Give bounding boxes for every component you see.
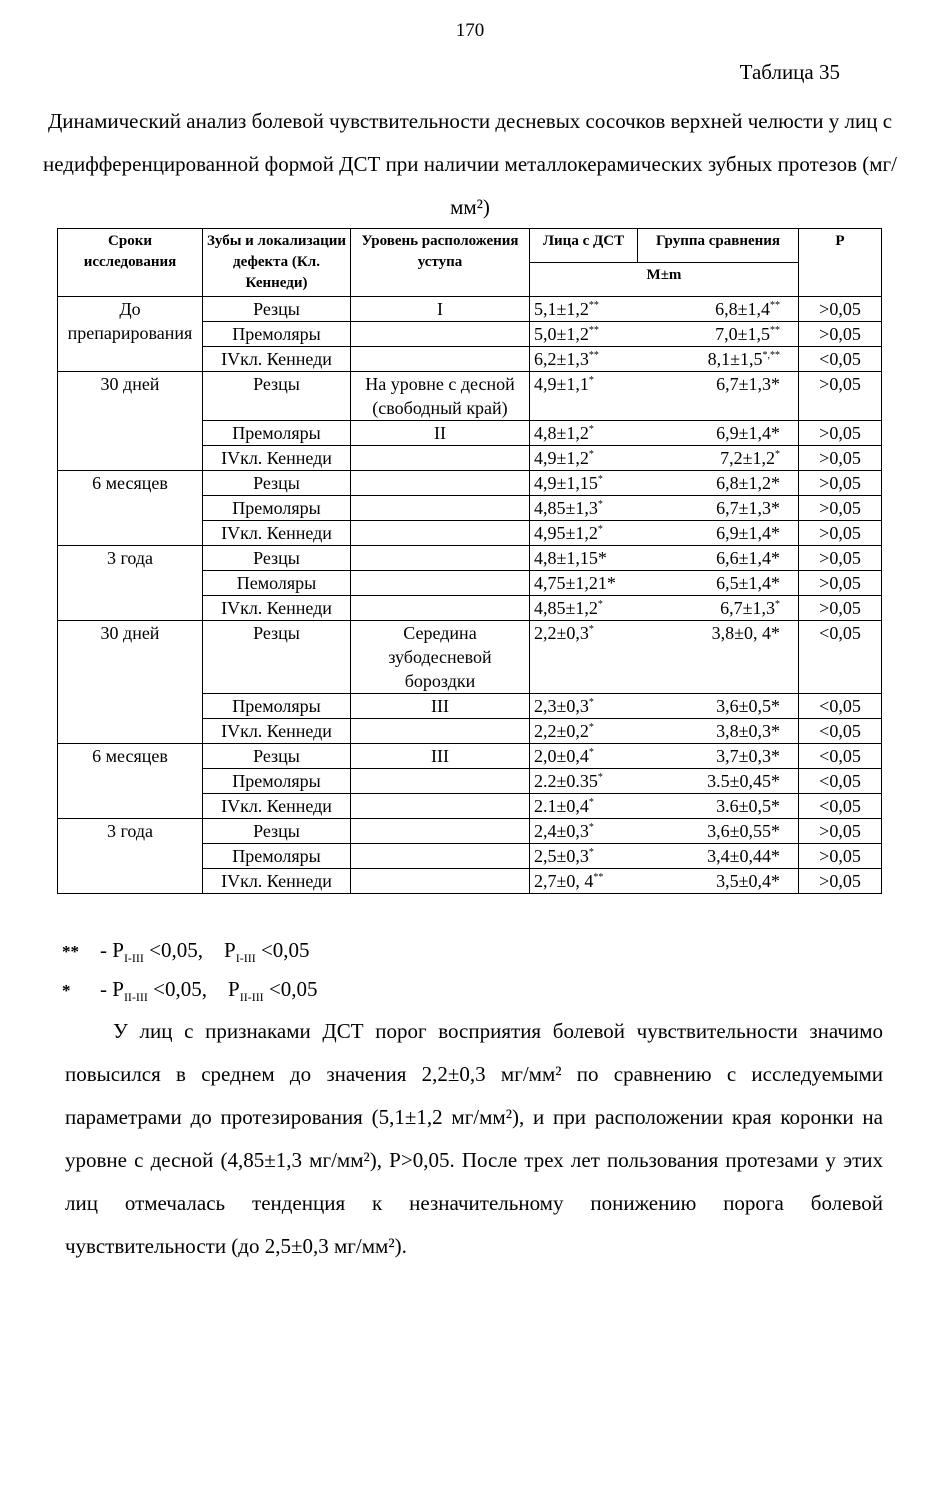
cell-p: <0,05 xyxy=(799,744,882,769)
cell-level xyxy=(351,769,530,794)
comparison-value: 6,5±1,4* xyxy=(716,573,780,593)
dst-mark: * xyxy=(588,424,594,435)
comparison-value: 3,6±0,55* xyxy=(707,821,780,841)
cell-level: На уровне с десной (свободный край) xyxy=(351,372,530,421)
cell-values xyxy=(530,869,799,894)
cell-p: <0,05 xyxy=(799,694,882,719)
cell-teeth: Премоляры xyxy=(203,322,351,347)
comparison-value: 3.6±0,5* xyxy=(716,796,780,816)
cell-level xyxy=(351,844,530,869)
note-text: <0,05, xyxy=(143,938,225,962)
cell-teeth: Резцы xyxy=(203,546,351,571)
dst-value: 4,85±1,3 xyxy=(534,498,598,518)
dst-mark: * xyxy=(597,599,603,610)
dst-mark: * xyxy=(588,449,594,460)
cell-level xyxy=(351,546,530,571)
cell-dst xyxy=(534,546,607,570)
cell-dst xyxy=(534,621,594,645)
cell-dst xyxy=(534,769,603,793)
comparison-value: 3,5±0,4* xyxy=(716,871,780,891)
cell-teeth: Премоляры xyxy=(203,844,351,869)
note-row: * - $P_{II-III} <0,05$, $P_{II-III} <0,05$ xyxy=(62,977,318,1005)
cell-teeth: IVкл. Кеннеди xyxy=(203,521,351,546)
dst-value: 2,2±0,3 xyxy=(534,623,589,643)
cell-level xyxy=(351,571,530,596)
cell-comparison xyxy=(716,421,794,445)
header-mm: M±m xyxy=(530,263,799,297)
comparison-mark: * xyxy=(775,599,780,610)
cell-values xyxy=(530,322,799,347)
dst-value: 5,1±1,2 xyxy=(534,299,589,319)
cell-teeth: Премоляры xyxy=(203,421,351,446)
cell-teeth: Резцы xyxy=(203,471,351,496)
cell-p: >0,05 xyxy=(799,471,882,496)
cell-level xyxy=(351,521,530,546)
dst-value: 4,9±1,1 xyxy=(534,374,589,394)
cell-level xyxy=(351,322,530,347)
dst-value: 2,4±0,3 xyxy=(534,821,589,841)
body-paragraph: У лиц с признаками ДСТ порог восприятия болевой чувствительности значимо повысился в среднем до значения 2,2±0,3 мг/мм² по сравнению с исследуемыми параметрами до протезирования (5,1±1,2 мг/мм²), и при расположении края коронки на уровне с десной (4,85±1,3 мг/мм²), Р>0,05. После трех лет пользования протезами у этих лиц отмечалась тенденция к незначительному понижению порога болевой чувствительности (до 2,5±0,3 мг/мм²). xyxy=(65,1019,883,1258)
cell-level xyxy=(351,869,530,894)
cell-teeth: IVкл. Кеннеди xyxy=(203,869,351,894)
cell-level xyxy=(351,496,530,521)
dst-mark: ** xyxy=(588,325,599,336)
cell-p: >0,05 xyxy=(799,596,882,621)
dst-mark: * xyxy=(588,847,594,858)
table-row xyxy=(58,297,882,322)
cell-p: <0,05 xyxy=(799,621,882,694)
cell-p: <0,05 xyxy=(799,769,882,794)
dst-value: 4,85±1,2 xyxy=(534,598,598,618)
cell-dst xyxy=(534,844,594,868)
cell-comparison xyxy=(716,719,794,743)
cell-period: 6 месяцев xyxy=(58,744,203,819)
cell-level: III xyxy=(351,744,530,769)
dst-value: 2.2±0.35 xyxy=(534,771,598,791)
cell-values xyxy=(530,694,799,719)
cell-comparison xyxy=(716,372,794,396)
cell-comparison xyxy=(716,744,794,768)
cell-teeth: Резцы xyxy=(203,372,351,421)
cell-level xyxy=(351,446,530,471)
cell-values xyxy=(530,819,799,844)
cell-dst xyxy=(534,596,603,620)
data-table xyxy=(57,228,882,894)
cell-dst xyxy=(534,347,599,371)
dst-mark: * xyxy=(588,624,594,635)
cell-level xyxy=(351,596,530,621)
comparison-value: 7,2±1,2 xyxy=(720,448,775,468)
cell-values xyxy=(530,546,799,571)
cell-teeth: IVкл. Кеннеди xyxy=(203,446,351,471)
cell-dst xyxy=(534,496,603,520)
note-p: P xyxy=(224,938,236,962)
cell-values xyxy=(530,496,799,521)
cell-dst xyxy=(534,819,594,843)
cell-level: I xyxy=(351,297,530,322)
comparison-value: 7,0±1,5 xyxy=(715,324,770,344)
cell-p: <0,05 xyxy=(799,347,882,372)
comparison-value: 3,7±0,3* xyxy=(716,746,780,766)
table-body xyxy=(58,297,882,894)
header-comparison: Группа сравнения xyxy=(638,229,799,263)
dst-value: 4,95±1,2 xyxy=(534,523,598,543)
header-period: Сроки исследования xyxy=(58,229,203,297)
cell-comparison xyxy=(715,322,794,346)
dst-mark: * xyxy=(597,499,603,510)
cell-period: 6 месяцев xyxy=(58,471,203,546)
dst-mark: * xyxy=(588,797,594,808)
cell-teeth: Премоляры xyxy=(203,769,351,794)
cell-p: >0,05 xyxy=(799,819,882,844)
dst-value: 2,0±0,4 xyxy=(534,746,589,766)
note-p: P xyxy=(112,977,124,1002)
cell-p: >0,05 xyxy=(799,421,882,446)
comparison-value: 3,8±0, 4* xyxy=(711,623,780,643)
cell-dst xyxy=(534,744,594,768)
cell-comparison xyxy=(716,571,794,595)
cell-dst xyxy=(534,421,594,445)
cell-dst xyxy=(534,869,603,893)
cell-level: III xyxy=(351,694,530,719)
note-sub: II-III xyxy=(123,990,148,1005)
cell-comparison xyxy=(720,596,794,620)
dst-value: 4,9±1,15 xyxy=(534,473,598,493)
table-row xyxy=(58,819,882,844)
cell-comparison xyxy=(716,794,794,818)
cell-dst xyxy=(534,297,599,321)
dst-mark: ** xyxy=(588,300,599,311)
cell-comparison xyxy=(720,446,794,470)
cell-period: 30 дней xyxy=(58,621,203,744)
cell-p: <0,05 xyxy=(799,794,882,819)
cell-level xyxy=(351,347,530,372)
comparison-value: 6,7±1,3 xyxy=(720,598,775,618)
note-text: <0,05 xyxy=(255,938,310,962)
cell-values xyxy=(530,521,799,546)
cell-dst xyxy=(534,571,616,595)
comparison-value: 6,8±1,4 xyxy=(715,299,770,319)
cell-period: До препарирования xyxy=(58,297,203,372)
cell-level xyxy=(351,794,530,819)
table-row xyxy=(58,744,882,769)
cell-values xyxy=(530,421,799,446)
note-text: <0,05, xyxy=(147,977,229,1002)
cell-values xyxy=(530,844,799,869)
dst-mark: * xyxy=(597,772,603,783)
cell-values xyxy=(530,744,799,769)
cell-comparison xyxy=(716,546,794,570)
cell-dst xyxy=(534,372,594,396)
cell-p: >0,05 xyxy=(799,844,882,869)
note-p: P xyxy=(228,977,240,1002)
header-teeth: Зубы и локализации дефекта (Кл. Кеннеди) xyxy=(203,229,351,297)
cell-period: 3 года xyxy=(58,819,203,894)
comparison-mark: * xyxy=(775,449,780,460)
comparison-mark: ** xyxy=(770,325,780,336)
cell-teeth: IVкл. Кеннеди xyxy=(203,719,351,744)
cell-level: II xyxy=(351,421,530,446)
note-sub: I-III xyxy=(235,951,256,966)
dst-value: 2.1±0,4 xyxy=(534,796,589,816)
cell-p: <0,05 xyxy=(799,719,882,744)
cell-dst xyxy=(534,322,599,346)
page-number: 170 xyxy=(455,20,485,41)
table-label: Таблица 35 xyxy=(739,60,840,84)
cell-comparison xyxy=(707,844,794,868)
cell-level xyxy=(351,719,530,744)
note-mark: ** xyxy=(62,942,79,961)
note-sub: II-III xyxy=(239,990,264,1005)
note-row: ** - $P_{I-III} <0,05$, $P_{I-III} <0,05$ xyxy=(62,938,310,966)
cell-values xyxy=(530,372,799,421)
dst-value: 4,8±1,15* xyxy=(534,548,607,568)
comparison-value: 6,9±1,4* xyxy=(716,523,780,543)
dst-value: 5,0±1,2 xyxy=(534,324,589,344)
dst-value: 4,9±1,2 xyxy=(534,448,589,468)
cell-dst xyxy=(534,446,594,470)
table-row xyxy=(58,621,882,694)
cell-comparison xyxy=(716,869,794,893)
cell-values xyxy=(530,621,799,694)
comparison-value: 8,1±1,5 xyxy=(707,349,763,369)
dst-mark: * xyxy=(588,697,594,708)
dst-value: 2,3±0,3 xyxy=(534,696,589,716)
cell-values xyxy=(530,794,799,819)
dst-mark: * xyxy=(588,747,594,758)
comparison-value: 6,7±1,3* xyxy=(716,374,780,394)
cell-comparison xyxy=(715,297,794,321)
comparison-value: 6,7±1,3* xyxy=(716,498,780,518)
dst-mark: * xyxy=(588,822,594,833)
cell-dst xyxy=(534,694,594,718)
cell-teeth: IVкл. Кеннеди xyxy=(203,794,351,819)
dst-value: 4,8±1,2 xyxy=(534,423,589,443)
cell-p: >0,05 xyxy=(799,869,882,894)
comparison-mark: *,** xyxy=(762,350,780,361)
cell-teeth: IVкл. Кеннеди xyxy=(203,596,351,621)
cell-teeth: Премоляры xyxy=(203,694,351,719)
cell-period: 3 года xyxy=(58,546,203,621)
dst-mark: * xyxy=(597,474,603,485)
cell-period: 30 дней xyxy=(58,372,203,471)
cell-values xyxy=(530,471,799,496)
cell-dst xyxy=(534,521,603,545)
note-p: P xyxy=(112,938,124,962)
dst-mark: * xyxy=(588,722,594,733)
cell-teeth: Резцы xyxy=(203,819,351,844)
comparison-value: 3,6±0,5* xyxy=(716,696,780,716)
cell-p: >0,05 xyxy=(799,446,882,471)
cell-p: >0,05 xyxy=(799,571,882,596)
comparison-value: 3,8±0,3* xyxy=(716,721,780,741)
cell-values xyxy=(530,769,799,794)
cell-teeth: IVкл. Кеннеди xyxy=(203,347,351,372)
cell-values xyxy=(530,297,799,322)
cell-teeth: Премоляры xyxy=(203,496,351,521)
cell-comparison xyxy=(708,347,794,371)
cell-p: >0,05 xyxy=(799,546,882,571)
cell-dst xyxy=(534,794,594,818)
dst-value: 2,5±0,3 xyxy=(534,846,589,866)
cell-teeth: Резцы xyxy=(203,744,351,769)
note-sub: I-III xyxy=(123,951,144,966)
cell-teeth: Пемоляры xyxy=(203,571,351,596)
cell-level: Середина зубодесневой бороздки xyxy=(351,621,530,694)
cell-p: >0,05 xyxy=(799,297,882,322)
comparison-value: 6,6±1,4* xyxy=(716,548,780,568)
cell-comparison xyxy=(712,621,794,645)
cell-values xyxy=(530,571,799,596)
cell-teeth: Резцы xyxy=(203,621,351,694)
dst-value: 2,2±0,2 xyxy=(534,721,589,741)
cell-level xyxy=(351,471,530,496)
comparison-value: 6,9±1,4* xyxy=(716,423,780,443)
notes xyxy=(62,935,318,1013)
header-p: Р xyxy=(799,229,882,297)
header-level: Уровень расположения уступа xyxy=(351,229,530,297)
dst-value: 2,7±0, 4 xyxy=(534,871,594,891)
cell-comparison xyxy=(707,819,794,843)
cell-comparison xyxy=(707,769,794,793)
table-title: Динамический анализ болевой чувствительности десневых сосочков верхней челюсти у лиц с недифференцированной формой ДСТ при наличии металлокерамических зубных протезов (мг/мм²) xyxy=(43,109,897,219)
cell-comparison xyxy=(716,471,794,495)
comparison-value: 3.5±0,45* xyxy=(707,771,780,791)
comparison-value: 6,8±1,2* xyxy=(716,473,780,493)
dst-mark: * xyxy=(597,524,603,535)
cell-comparison xyxy=(716,521,794,545)
cell-dst xyxy=(534,471,603,495)
table-row xyxy=(58,471,882,496)
note-text: <0,05 xyxy=(263,977,318,1002)
cell-values xyxy=(530,719,799,744)
cell-p: >0,05 xyxy=(799,521,882,546)
cell-p: >0,05 xyxy=(799,322,882,347)
cell-values xyxy=(530,347,799,372)
table-row xyxy=(58,546,882,571)
comparison-mark: ** xyxy=(770,300,780,311)
cell-p: >0,05 xyxy=(799,372,882,421)
cell-dst xyxy=(534,719,594,743)
cell-values xyxy=(530,446,799,471)
cell-comparison xyxy=(716,496,794,520)
cell-teeth: Резцы xyxy=(203,297,351,322)
dst-mark: ** xyxy=(593,872,604,883)
table-row xyxy=(58,372,882,421)
header-dst: Лица с ДСТ xyxy=(530,229,638,263)
note-mark: * xyxy=(62,981,71,1001)
dst-value: 4,75±1,21* xyxy=(534,573,616,593)
cell-level xyxy=(351,819,530,844)
dst-value: 6,2±1,3 xyxy=(534,349,589,369)
cell-p: >0,05 xyxy=(799,496,882,521)
comparison-value: 3,4±0,44* xyxy=(707,846,780,866)
dst-mark: ** xyxy=(588,350,599,361)
dst-mark: * xyxy=(588,375,594,386)
cell-values xyxy=(530,596,799,621)
cell-comparison xyxy=(716,694,794,718)
